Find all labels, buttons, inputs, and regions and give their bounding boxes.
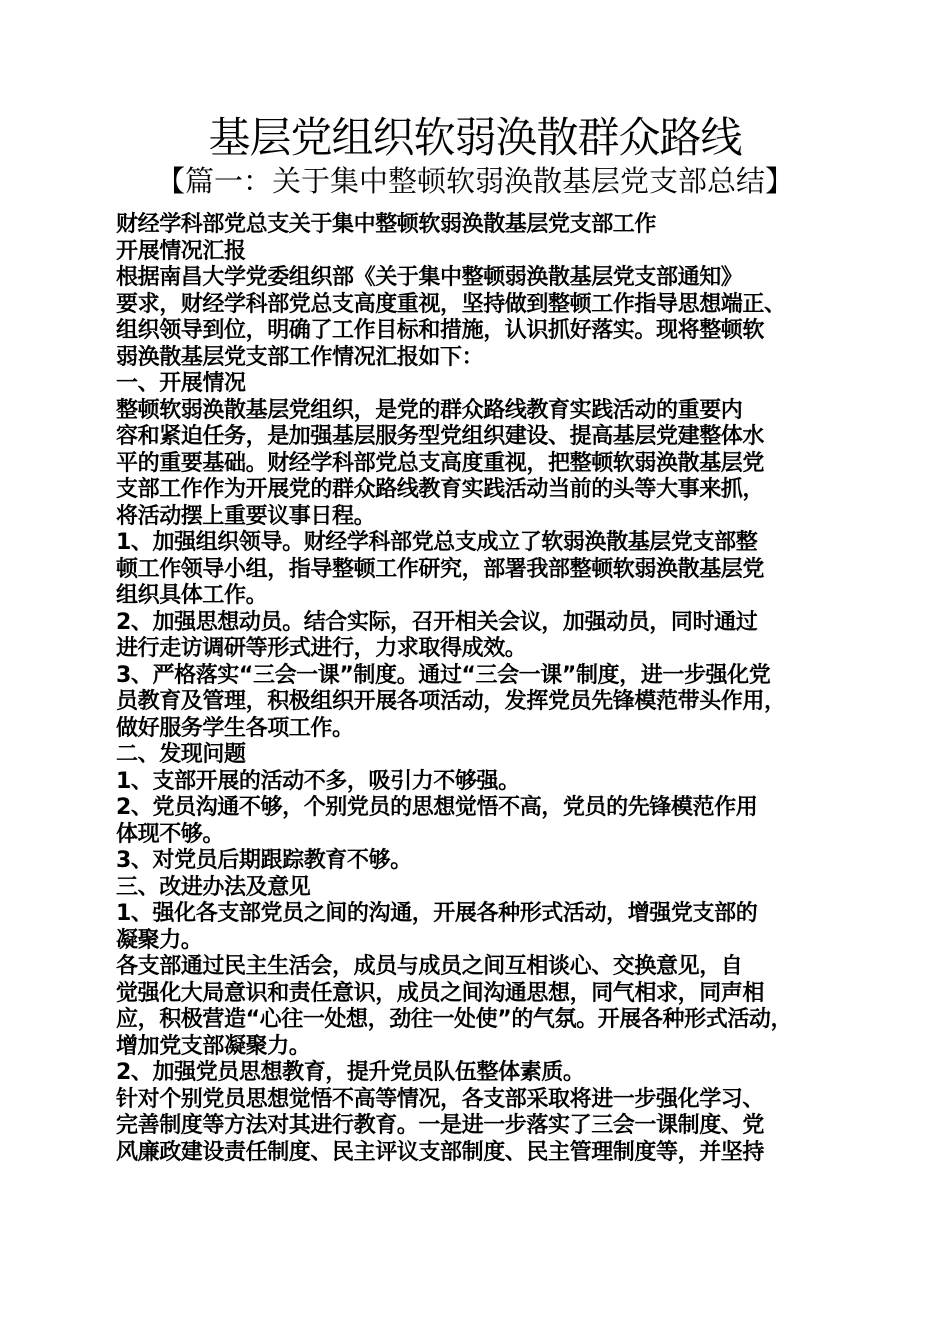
text-line: 整顿软弱涣散基层党组织，是党的群众路线教育实践活动的重要内 [116,397,743,423]
text-line: 觉强化大局意识和责任意识，成员之间沟通思想，同气相求，同声相 [116,980,765,1006]
text-line: 凝聚力。 [116,927,203,953]
text-line: 针对个别党员思想觉悟不高等情况，各支部采取将进一步强化学习、 [116,1086,765,1112]
text-line: 风廉政建设责任制度、民主评议支部制度、民主管理制度等，并坚持 [116,1139,765,1165]
text-line: 1、强化各支部党员之间的沟通，开展各种形式活动，增强党支部的 [116,901,758,926]
text-line: 支部工作作为开展党的群众路线教育实践活动当前的头等大事来抓， [116,477,765,502]
text-line: 1、加强组织领导。财经学科部党总支成立了软弱涣散基层党支部整 [116,530,758,555]
text-line: 要求，财经学科部党总支高度重视，坚持做到整顿工作指导思想端正、 [116,291,786,317]
text-line: 增加党支部凝聚力。 [116,1033,311,1059]
text-line: 一、开展情况 [116,371,246,396]
text-line: 2、党员沟通不够，个别党员的思想觉悟不高，党员的先锋模范作用 [116,795,758,820]
text-line: 平的重要基础。财经学科部党总支高度重视，把整顿软弱涣散基层党 [116,450,765,476]
text-line: 完善制度等方法对其进行教育。一是进一步落实了三会一课制度、党 [116,1113,765,1138]
text-line: 将活动摆上重要议事日程。 [116,503,376,529]
text-line: 各支部通过民主生活会，成员与成员之间互相谈心、交换意见，自 [116,954,743,979]
document-title: 基层党组织软弱涣散群众路线 [208,113,742,162]
text-line: 2、加强思想动员。结合实际，召开相关会议，加强动员，同时通过 [116,609,758,635]
text-line: 弱涣散基层党支部工作情况汇报如下： [116,344,484,370]
text-line: 体现不够。 [116,821,225,847]
text-line: 员教育及管理，积极组织开展各项活动，发挥党员先锋模范带头作用， [116,689,786,714]
document-subtitle: 【篇一：关于集中整顿软弱涣散基层党支部总结】 [155,164,794,198]
text-line: 3、对党员后期跟踪教育不够。 [116,848,412,873]
text-line: 财经学科部党总支关于集中整顿软弱涣散基层党支部工作 [116,212,657,237]
text-line: 3、严格落实“三会一课”制度。通过“三会一课”制度，进一步强化党 [116,662,771,688]
text-line: 组织领导到位，明确了工作目标和措施，认识抓好落实。现将整顿软 [116,318,765,343]
text-line: 组织具体工作。 [116,583,268,608]
text-line: 进行走访调研等形式进行，力求取得成效。 [116,636,527,661]
document-body [116,212,856,1166]
text-line: 做好服务学生各项工作。 [116,715,354,741]
text-line: 容和紧迫任务，是加强基层服务型党组织建设、提高基层党建整体水 [116,424,765,449]
text-line: 三、改进办法及意见 [116,874,311,900]
text-line: 2、加强党员思想教育，提升党员队伍整体素质。 [116,1060,585,1085]
text-line: 1、支部开展的活动不多，吸引力不够强。 [116,768,520,794]
text-line: 应，积极营造“心往一处想，劲往一处使”的气氛。开展各种形式活动， [116,1007,793,1032]
text-line: 根据南昌大学党委组织部《关于集中整顿弱涣散基层党支部通知》 [116,265,743,290]
text-line: 顿工作领导小组，指导整顿工作研究，部署我部整顿软弱涣散基层党 [116,556,765,582]
text-line: 二、发现问题 [116,742,246,767]
text-line: 开展情况汇报 [116,238,246,264]
